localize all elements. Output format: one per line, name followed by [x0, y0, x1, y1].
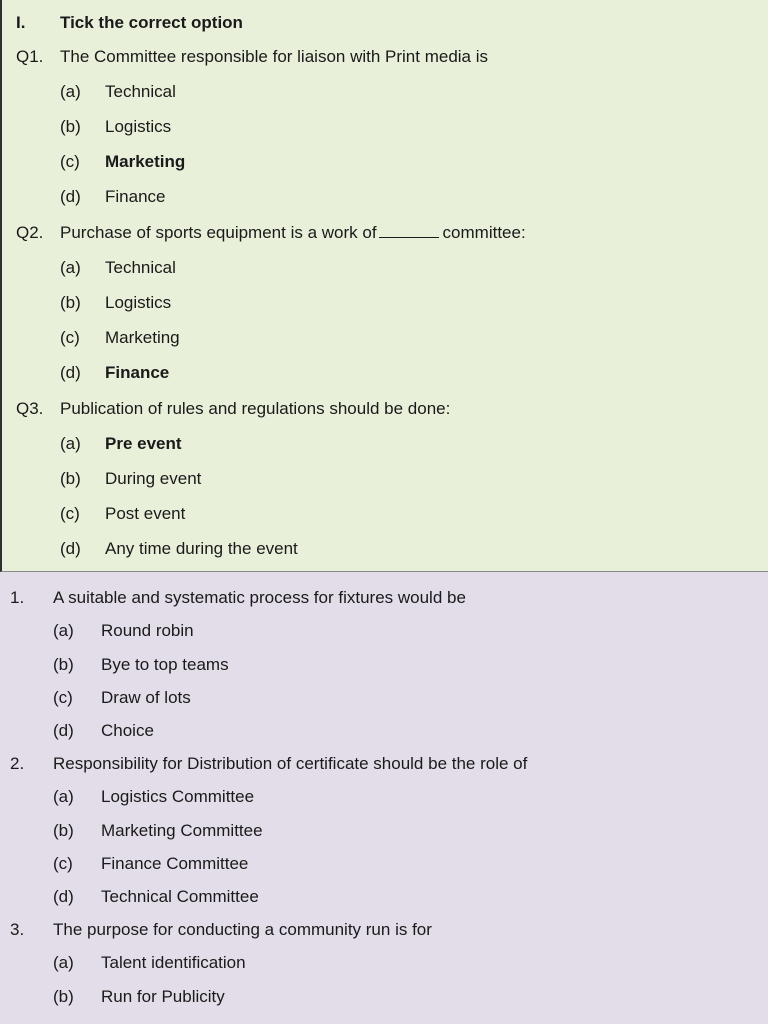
option-text: Talent identification: [101, 953, 246, 972]
option-text: Technical: [105, 258, 176, 277]
option-label: (a): [53, 787, 74, 806]
option-label: (b): [53, 821, 74, 840]
option-label: (b): [53, 987, 74, 1006]
option-label: (d): [60, 539, 81, 558]
question-text: A suitable and systematic process for fixtures would be: [53, 588, 466, 607]
option-text: Finance: [105, 187, 166, 206]
question-stem: Purchase of sports equipment is a work of: [60, 223, 377, 242]
option-label: (a): [60, 82, 81, 101]
option-label: (d): [53, 721, 74, 740]
option-label: (d): [60, 187, 81, 206]
option-text: Technical: [105, 82, 176, 101]
option-label: (c): [60, 152, 80, 171]
option-text: Logistics Committee: [101, 787, 255, 806]
option-label: (a): [53, 953, 74, 972]
option-label: (b): [60, 293, 81, 312]
section-title: Tick the correct option: [60, 13, 243, 32]
option-label: (c): [60, 328, 80, 347]
question-number: Q1.: [16, 47, 44, 66]
option-text: Technical Committee: [101, 887, 259, 906]
option-text: Any time during the event: [105, 539, 298, 558]
option-text: Logistics: [105, 117, 172, 136]
option-label: (a): [53, 621, 74, 640]
option-text: Pre event: [105, 434, 182, 453]
option-label: (a): [60, 258, 81, 277]
question-number: 3.: [10, 920, 25, 939]
question-number: Q3.: [16, 399, 44, 418]
option-text: Finance: [105, 363, 170, 382]
option-text: Run for Publicity: [101, 987, 225, 1006]
option-text: Choice: [101, 721, 154, 740]
option-text: Marketing: [105, 328, 180, 347]
option-label: (b): [53, 655, 74, 674]
question-stem-suffix: committee:: [442, 223, 526, 242]
option-label: (c): [53, 688, 73, 707]
option-text: Logistics: [105, 293, 172, 312]
option-label: (d): [53, 887, 74, 906]
option-text: Draw of lots: [101, 688, 191, 707]
question-number: 2.: [10, 754, 25, 773]
option-text: Finance Committee: [101, 854, 249, 873]
option-label: (c): [60, 504, 80, 523]
option-label: (b): [60, 469, 81, 488]
option-text: Marketing Committee: [101, 821, 263, 840]
question-stem: The Committee responsible for liaison with Print media is: [60, 47, 489, 66]
question-text: The purpose for conducting a community run is for: [53, 920, 432, 939]
section-number: I.: [16, 13, 26, 32]
option-text: Marketing: [105, 152, 186, 171]
question-text: [60, 222, 526, 244]
question-text: [60, 398, 450, 420]
question-text: [60, 46, 488, 68]
option-text: Bye to top teams: [101, 655, 229, 674]
question-stem: Publication of rules and regulations should be done:: [60, 399, 451, 418]
question-number: Q2.: [16, 223, 44, 242]
option-text: Post event: [105, 504, 186, 523]
option-label: (d): [60, 363, 81, 382]
question-text: Responsibility for Distribution of certificate should be the role of: [53, 754, 528, 773]
fill-in-blank: [379, 223, 439, 238]
option-label: (a): [60, 434, 81, 453]
option-label: (b): [60, 117, 81, 136]
option-label: (c): [53, 854, 73, 873]
option-text: Round robin: [101, 621, 194, 640]
question-number: 1.: [10, 588, 25, 607]
option-text: During event: [105, 469, 202, 488]
